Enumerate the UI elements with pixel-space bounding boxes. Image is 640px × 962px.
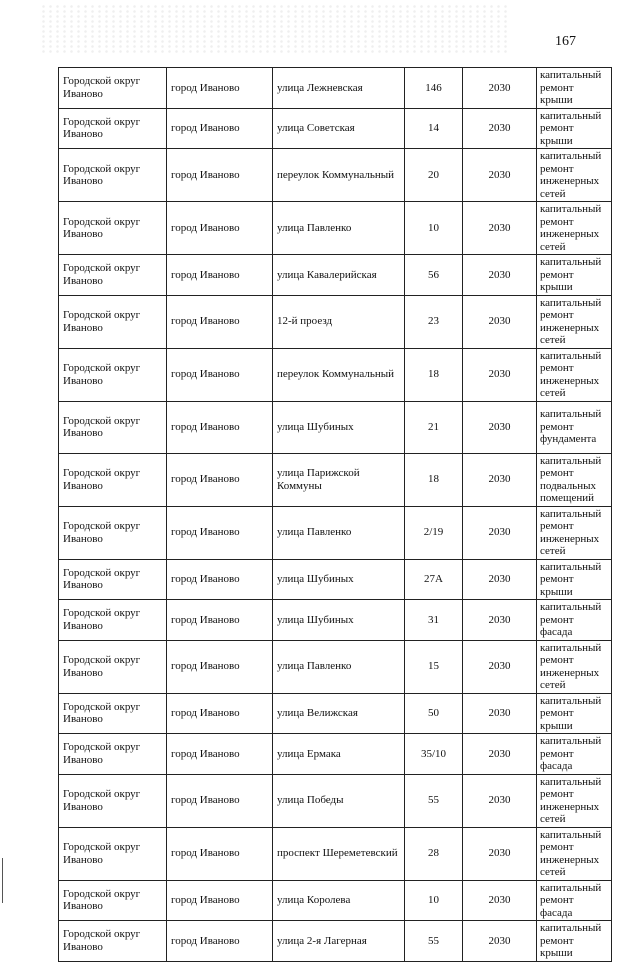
street-cell: улица Ермака	[273, 734, 405, 775]
year-cell: 2030	[463, 600, 537, 641]
work-type-cell: капитальный ремонт инженерных сетей	[537, 506, 612, 559]
table-row	[59, 255, 612, 296]
table-row	[59, 640, 612, 693]
city-cell: город Иваново	[167, 149, 273, 202]
city-cell: город Иваново	[167, 255, 273, 296]
street-cell: улица Велижская	[273, 693, 405, 734]
table-row	[59, 401, 612, 453]
street-cell: улица Павленко	[273, 202, 405, 255]
work-type-cell: капитальный ремонт инженерных сетей	[537, 295, 612, 348]
district-cell: Городской округ Иваново	[59, 401, 167, 453]
house-number-cell: 35/10	[405, 734, 463, 775]
work-type-cell: капитальный ремонт крыши	[537, 921, 612, 962]
house-number-cell: 14	[405, 108, 463, 149]
year-cell: 2030	[463, 149, 537, 202]
street-cell: улица Королева	[273, 880, 405, 921]
page-number: 167	[555, 34, 576, 49]
year-cell: 2030	[463, 693, 537, 734]
table-row	[59, 827, 612, 880]
district-cell: Городской округ Иваново	[59, 68, 167, 109]
table-row	[59, 774, 612, 827]
district-cell: Городской округ Иваново	[59, 921, 167, 962]
table-row	[59, 202, 612, 255]
street-cell: улица 2-я Лагерная	[273, 921, 405, 962]
work-type-cell: капитальный ремонт инженерных сетей	[537, 202, 612, 255]
margin-mark	[2, 858, 3, 903]
house-number-cell: 50	[405, 693, 463, 734]
house-number-cell: 146	[405, 68, 463, 109]
work-type-cell: капитальный ремонт фундамента	[537, 401, 612, 453]
district-cell: Городской округ Иваново	[59, 774, 167, 827]
street-cell: улица Лежневская	[273, 68, 405, 109]
district-cell: Городской округ Иваново	[59, 559, 167, 600]
table-row	[59, 600, 612, 641]
table-row	[59, 506, 612, 559]
scan-noise	[40, 4, 510, 54]
house-number-cell: 18	[405, 348, 463, 401]
city-cell: город Иваново	[167, 348, 273, 401]
year-cell: 2030	[463, 348, 537, 401]
city-cell: город Иваново	[167, 506, 273, 559]
city-cell: город Иваново	[167, 401, 273, 453]
district-cell: Городской округ Иваново	[59, 506, 167, 559]
house-number-cell: 18	[405, 453, 463, 506]
street-cell: улица Шубиных	[273, 401, 405, 453]
table-row	[59, 295, 612, 348]
city-cell: город Иваново	[167, 693, 273, 734]
street-cell: улица Павленко	[273, 640, 405, 693]
district-cell: Городской округ Иваново	[59, 640, 167, 693]
table-row	[59, 734, 612, 775]
year-cell: 2030	[463, 774, 537, 827]
work-type-cell: капитальный ремонт крыши	[537, 108, 612, 149]
work-type-cell: капитальный ремонт фасада	[537, 600, 612, 641]
city-cell: город Иваново	[167, 108, 273, 149]
city-cell: город Иваново	[167, 295, 273, 348]
house-number-cell: 2/19	[405, 506, 463, 559]
street-cell: улица Павленко	[273, 506, 405, 559]
work-type-cell: капитальный ремонт фасада	[537, 734, 612, 775]
city-cell: город Иваново	[167, 774, 273, 827]
house-number-cell: 20	[405, 149, 463, 202]
year-cell: 2030	[463, 880, 537, 921]
table-body	[59, 68, 612, 962]
work-type-cell: капитальный ремонт инженерных сетей	[537, 640, 612, 693]
year-cell: 2030	[463, 506, 537, 559]
table-row	[59, 693, 612, 734]
work-type-cell: капитальный ремонт инженерных сетей	[537, 774, 612, 827]
district-cell: Городской округ Иваново	[59, 734, 167, 775]
street-cell: улица Советская	[273, 108, 405, 149]
year-cell: 2030	[463, 255, 537, 296]
work-type-cell: капитальный ремонт инженерных сетей	[537, 348, 612, 401]
city-cell: город Иваново	[167, 734, 273, 775]
street-cell: улица Победы	[273, 774, 405, 827]
house-number-cell: 21	[405, 401, 463, 453]
work-type-cell: капитальный ремонт подвальных помещений	[537, 453, 612, 506]
table-row	[59, 108, 612, 149]
street-cell: улица Кавалерийская	[273, 255, 405, 296]
table-row	[59, 149, 612, 202]
year-cell: 2030	[463, 108, 537, 149]
year-cell: 2030	[463, 827, 537, 880]
year-cell: 2030	[463, 295, 537, 348]
city-cell: город Иваново	[167, 640, 273, 693]
house-number-cell: 55	[405, 774, 463, 827]
table-row	[59, 559, 612, 600]
table-row	[59, 880, 612, 921]
table-row	[59, 68, 612, 109]
house-number-cell: 28	[405, 827, 463, 880]
street-cell: переулок Коммунальный	[273, 149, 405, 202]
year-cell: 2030	[463, 453, 537, 506]
street-cell: переулок Коммунальный	[273, 348, 405, 401]
street-cell: улица Парижской Коммуны	[273, 453, 405, 506]
district-cell: Городской округ Иваново	[59, 108, 167, 149]
district-cell: Городской округ Иваново	[59, 600, 167, 641]
house-number-cell: 15	[405, 640, 463, 693]
district-cell: Городской округ Иваново	[59, 693, 167, 734]
house-number-cell: 55	[405, 921, 463, 962]
city-cell: город Иваново	[167, 827, 273, 880]
house-number-cell: 10	[405, 202, 463, 255]
district-cell: Городской округ Иваново	[59, 348, 167, 401]
district-cell: Городской округ Иваново	[59, 202, 167, 255]
year-cell: 2030	[463, 68, 537, 109]
work-type-cell: капитальный ремонт инженерных сетей	[537, 149, 612, 202]
district-cell: Городской округ Иваново	[59, 880, 167, 921]
table-row	[59, 453, 612, 506]
house-number-cell: 23	[405, 295, 463, 348]
house-number-cell: 56	[405, 255, 463, 296]
work-type-cell: капитальный ремонт крыши	[537, 693, 612, 734]
year-cell: 2030	[463, 401, 537, 453]
year-cell: 2030	[463, 640, 537, 693]
city-cell: город Иваново	[167, 921, 273, 962]
table-row	[59, 921, 612, 962]
district-cell: Городской округ Иваново	[59, 149, 167, 202]
house-number-cell: 27А	[405, 559, 463, 600]
year-cell: 2030	[463, 734, 537, 775]
house-number-cell: 31	[405, 600, 463, 641]
street-cell: улица Шубиных	[273, 559, 405, 600]
city-cell: город Иваново	[167, 880, 273, 921]
street-cell: 12-й проезд	[273, 295, 405, 348]
district-cell: Городской округ Иваново	[59, 295, 167, 348]
work-type-cell: капитальный ремонт крыши	[537, 559, 612, 600]
district-cell: Городской округ Иваново	[59, 255, 167, 296]
city-cell: город Иваново	[167, 559, 273, 600]
table-row	[59, 348, 612, 401]
city-cell: город Иваново	[167, 202, 273, 255]
work-type-cell: капитальный ремонт крыши	[537, 255, 612, 296]
house-number-cell: 10	[405, 880, 463, 921]
street-cell: проспект Шереметевский	[273, 827, 405, 880]
district-cell: Городской округ Иваново	[59, 827, 167, 880]
street-cell: улица Шубиных	[273, 600, 405, 641]
work-type-cell: капитальный ремонт инженерных сетей	[537, 827, 612, 880]
district-cell: Городской округ Иваново	[59, 453, 167, 506]
city-cell: город Иваново	[167, 68, 273, 109]
city-cell: город Иваново	[167, 453, 273, 506]
year-cell: 2030	[463, 202, 537, 255]
year-cell: 2030	[463, 921, 537, 962]
work-type-cell: капитальный ремонт крыши	[537, 68, 612, 109]
year-cell: 2030	[463, 559, 537, 600]
city-cell: город Иваново	[167, 600, 273, 641]
work-type-cell: капитальный ремонт фасада	[537, 880, 612, 921]
repair-schedule-table	[58, 67, 612, 962]
